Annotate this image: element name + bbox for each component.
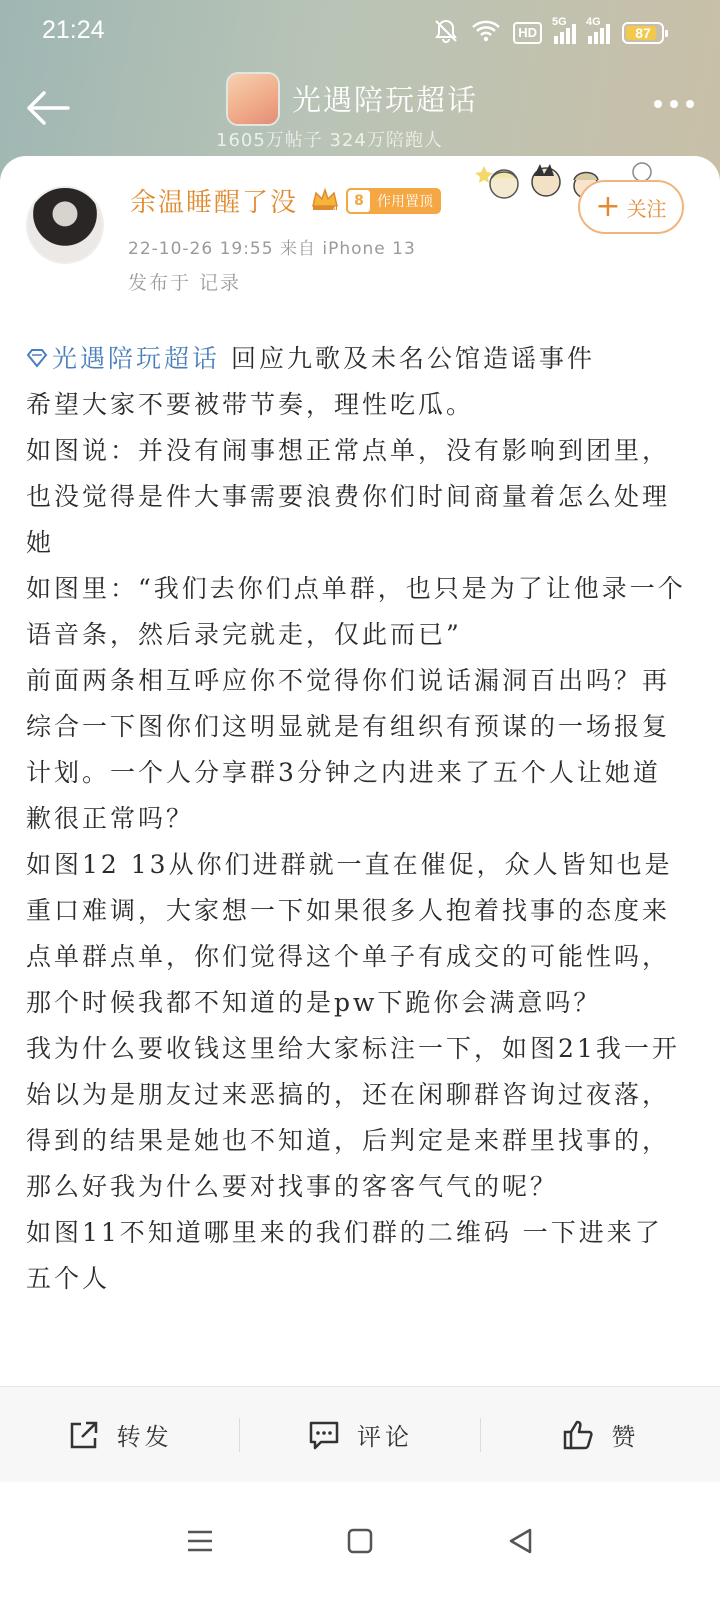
- topic-title[interactable]: 光遇陪玩超话: [292, 83, 479, 117]
- mute-bell-icon: [433, 18, 459, 48]
- follow-button[interactable]: [578, 180, 684, 234]
- like-button[interactable]: [481, 1387, 720, 1482]
- more-dot: [670, 100, 678, 108]
- paragraph-text: 回应九歌及未名公馆造谣事件: [230, 344, 595, 373]
- action-bar: [0, 1386, 720, 1482]
- follow-label: 关注: [626, 196, 667, 221]
- topic-link[interactable]: [26, 344, 220, 373]
- post-paragraph: 如图12 13从你们进群就一直在催促，众人皆知也是重口难调，大家想一下如果很多人抱着找事的态度来点单群点单，你们觉得这个单子有成交的可能性吗，那个时候我都不知道的是pw下跪你会满意吗？: [26, 850, 673, 1017]
- status-icons: [433, 18, 664, 48]
- back-arrow-icon: [22, 84, 74, 132]
- wifi-icon: [471, 19, 501, 47]
- post-paragraph: 前面两条相互呼应你不觉得你们说话漏洞百出吗？再综合一下图你们这明显就是有组织有预谋的一场报复计划。一个人分享群3分钟之内进来了五个人让她道歉很正常吗？: [26, 666, 671, 833]
- comment-label: 评论: [356, 1423, 413, 1451]
- crown-level: 4: [332, 205, 338, 214]
- signal-4g-label: 4G: [586, 16, 601, 28]
- status-bar: [0, 0, 720, 62]
- topic-icon[interactable]: [228, 74, 278, 124]
- more-dot: [686, 100, 694, 108]
- post-card: [0, 156, 720, 1386]
- battery-icon: [622, 22, 664, 44]
- battery-level: 87: [635, 25, 651, 41]
- post-paragraph: 如图里：“我们去你们点单群，也只是为了让他录一个语音条，然后录完就走，仅此而已”: [26, 574, 686, 649]
- like-label: 赞: [611, 1423, 640, 1451]
- post-paragraph: [26, 336, 686, 382]
- post-paragraph: 如图11不知道哪里来的我们群的二维码 一下进来了五个人: [26, 1218, 663, 1293]
- plus-icon: +: [595, 189, 621, 224]
- hd-badge: HD: [513, 22, 542, 44]
- avatar[interactable]: [26, 186, 104, 264]
- thumbs-up-icon: [561, 1418, 595, 1452]
- back-triangle-icon: [506, 1526, 534, 1556]
- posted-in: 发布于 记录: [128, 272, 242, 294]
- menu-button[interactable]: [175, 1516, 225, 1566]
- signal-5g-icon: [552, 16, 576, 44]
- home-square-icon: [346, 1527, 374, 1555]
- signal-4g-icon: [586, 16, 610, 44]
- topic-stats: 1605万帖子 324万陪跑人: [216, 130, 443, 151]
- comment-icon: [307, 1418, 341, 1452]
- more-button[interactable]: [654, 100, 694, 108]
- post-paragraph: 我为什么要收钱这里给大家标注一下，如图21我一开始以为是朋友过来恶搞的，还在闲聊群咨询过夜落，得到的结果是她也不知道，后判定是来群里找事的，那么好我为什么要对找事的客客气气的呢？: [26, 1034, 680, 1201]
- post-body: [26, 336, 686, 1302]
- comment-button[interactable]: [240, 1387, 479, 1482]
- username[interactable]: 余温睡醒了没: [130, 188, 299, 218]
- diamond-icon: [26, 347, 48, 369]
- badge-label: 作用置顶: [377, 194, 433, 210]
- repost-button[interactable]: [0, 1387, 239, 1482]
- pin-badge: [346, 188, 441, 214]
- repost-label: 转发: [116, 1423, 173, 1451]
- more-dot: [654, 100, 662, 108]
- back-button[interactable]: [22, 84, 74, 132]
- badge-level: 8: [346, 188, 372, 214]
- menu-icon: [185, 1527, 215, 1555]
- post-paragraph: 希望大家不要被带节奏，理性吃瓜。: [26, 390, 475, 419]
- post-paragraph: 如图说：并没有闹事想正常点单，没有影响到团里，也没觉得是件大事需要浪费你们时间商量着怎么处理她: [26, 436, 671, 557]
- home-button[interactable]: [335, 1516, 385, 1566]
- post-timestamp: 22-10-26 19:55 来自 iPhone 13: [128, 239, 416, 259]
- crown-badge-icon: [310, 184, 340, 214]
- share-icon: [67, 1418, 101, 1452]
- signal-5g-label: 5G: [552, 16, 567, 28]
- topic-link-label[interactable]: 光遇陪玩超话: [52, 344, 221, 373]
- system-nav-bar: [0, 1482, 720, 1600]
- status-time: 21:24: [42, 16, 105, 44]
- nav-back-button[interactable]: [495, 1516, 545, 1566]
